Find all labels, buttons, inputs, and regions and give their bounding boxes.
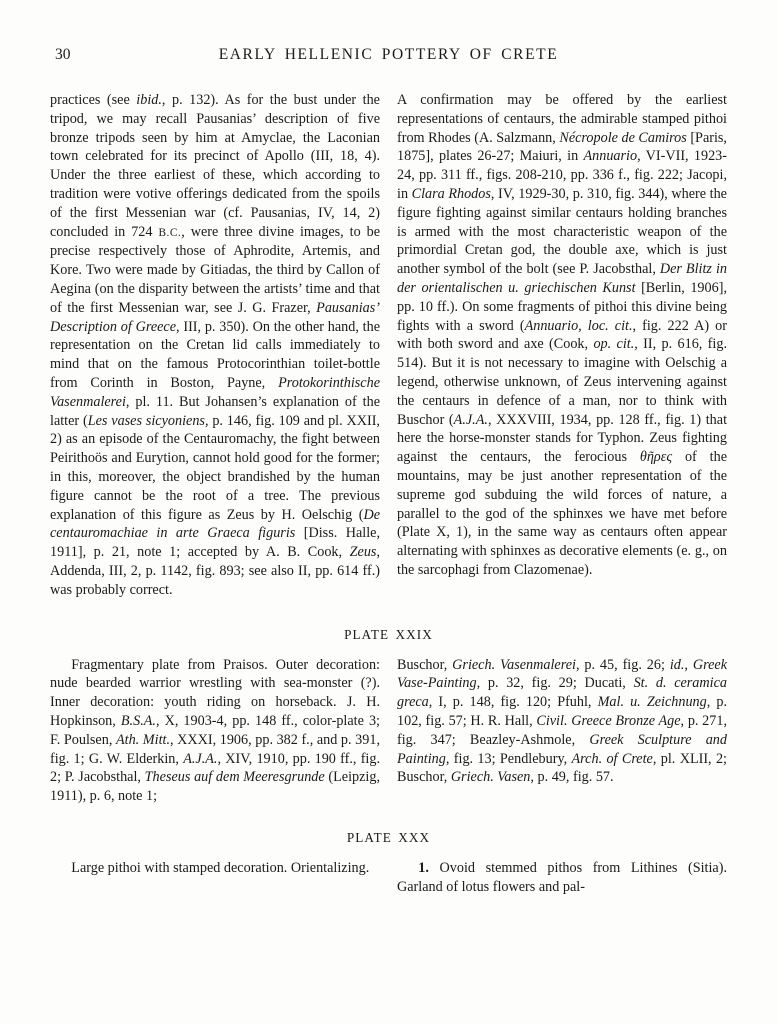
plate-xxix-left-column <box>50 656 380 806</box>
plate-xxx-left-column <box>50 859 380 897</box>
plate-xxx-heading: PLATE XXX <box>346 829 431 845</box>
page-number: 30 <box>55 46 71 63</box>
right-column <box>397 91 727 600</box>
page-header <box>50 46 727 66</box>
paragraph: Buschor, Griech. Vasenmalerei, p. 45, fig. 26; id., Greek Vase-Painting, p. 32, fig. 29; Ducati, St. d. ceramica greca, I, p. 148, fig. 120; Pfuhl, Mal. u. Zeichnung, p. 102, fig. 57; H. R. Hall, Civil. Greece Bronze Age, p. 271, fig. 347; Beazley-Ashmole, Greek Sculpture and Painting, fig. 13; Pendlebury, Arch. of Crete, pl. XLII, 2; Buschor, Griech. Vasen, p. 49, fig. 57. <box>397 656 728 786</box>
paragraph: Fragmentary plate from Praisos. Outer decoration: nude bearded warrior wrestling with sea-monster (?). Inner decoration: youth riding on horseback. J. H. Hopkinson, B.S.A., X, 1903-4, pp. 148 ff., color-plate 3; F. Poulsen, Ath. Mitt., XXXI, 1906, pp. 382 f., and p. 391, fig. 1; G. W. Elderkin, A.J.A., XIV, 1910, pp. 190 ff., fig. 2; P. Jacobsthal, Theseus auf dem Meeresgrunde (Leipzig, 1911), p. 6, note 1; <box>50 656 380 805</box>
paragraph: A confirmation may be offered by the earliest representations of centaurs, the admirable stamped pithoi from Rhodes (A. Salzmann, Nécropole de Camiros [Paris, 1875], plates 26-27; Maiuri, in Annuario, VI-VII, 1923-24, pp. 311 ff., figs. 208-210, pp. 336 f., fig. 222; Jacopi, in Clara Rhodos, IV, 1929-30, p. 310, fig. 344), where the figure fighting against similar centaurs holding branches is armed with the most characteristic weapon of the primordial Cretan god, the double axe, which is just another symbol of the bolt (see P. Jacobsthal, Der Blitz in der orientalischen u. griechischen Kunst [Berlin, 1906], pp. 10 ff.). On some fragments of pithoi this divine being fights with a sword (Annuario, loc. cit., fig. 222 A) or with both sword and axe (Cook, op. cit., II, p. 616, fig. 514). But it is not necessary to imagine with Oelschig a legend, otherwise unknown, of Zeus intervening against the centaurs in defence of a man, nor to think with Buschor (A.J.A., XXXVIII, 1934, pp. 128 ff., fig. 1) that here the horse-monster stands for Typhon. Zeus fighting against the centaurs, the ferocious θῆρες of the mountains, may be just another representation of the supreme god subduing the wild forces of nature, a parallel to the god of the sphinxes we have met before (Plate X, 1), in the same way as centaurs often appear alternating with sphinxes as decorative elements (e. g., on the sarcophagi from Clazomenae). <box>397 92 728 578</box>
plate-xxx-content <box>50 859 727 897</box>
plate-xxix-content <box>50 656 727 806</box>
running-head: EARLY HELLENIC POTTERY OF CRETE <box>218 46 559 63</box>
left-column <box>50 91 380 600</box>
plate-xxix-heading: PLATE XXIX <box>344 626 433 642</box>
plate-xxx-right-column <box>397 859 727 897</box>
paragraph: practices (see ibid., p. 132). As for the bust under the tripod, we may recall Pausanias’ description of five bronze tripods seen by him at Amyclae, the Laconian town celebrated for its precinct of Apollo (III, 18, 4). Under the three earliest of these, which according to tradition were votive offerings dedicated from the spoils of the first Messenian war (cf. Pausanias, IV, 14, 2) concluded in 724 B.C., were three divine images, to be precise respectively those of Aphrodite, Artemis, and Kore. Two were made by Gitiadas, the third by Callon of Aegina (on the disparity between the artists’ time and that of the first Messenian war, see J. G. Frazer, Pausanias’ Description of Greece, III, p. 350). On the other hand, the representation on the Cretan lid calls immediately to mind that on the famous Protocorinthian toilet-bottle from Corinth in Boston, Payne, Protokorinthische Vasenmalerei, pl. 11. But Johansen’s explanation of the latter (Les vases sicyoniens, p. 146, fig. 109 and pl. XXII, 2) as an episode of the Centauromachy, the fight between Peirithoös and Eurytion, cannot hold good for the former; in this, moreover, the object brandished by the human figure cannot be the root of a tree. The previous explanation of this figure as Zeus by H. Oelschig (De centauromachiae in arte Graeca figuris [Diss. Halle, 1911], p. 21, note 1; accepted by A. B. Cook, Zeus, Addenda, III, 2, p. 1142, fig. 893; see also II, pp. 614 ff.) was probably correct. <box>50 92 380 598</box>
paragraph: 1. Ovoid stemmed pithos from Lithines (Sitia). Garland of lotus flowers and pal- <box>397 859 727 895</box>
main-content <box>50 91 727 600</box>
plate-xxix-right-column <box>397 656 727 806</box>
paragraph: Large pithoi with stamped decoration. Orientalizing. <box>71 859 370 876</box>
